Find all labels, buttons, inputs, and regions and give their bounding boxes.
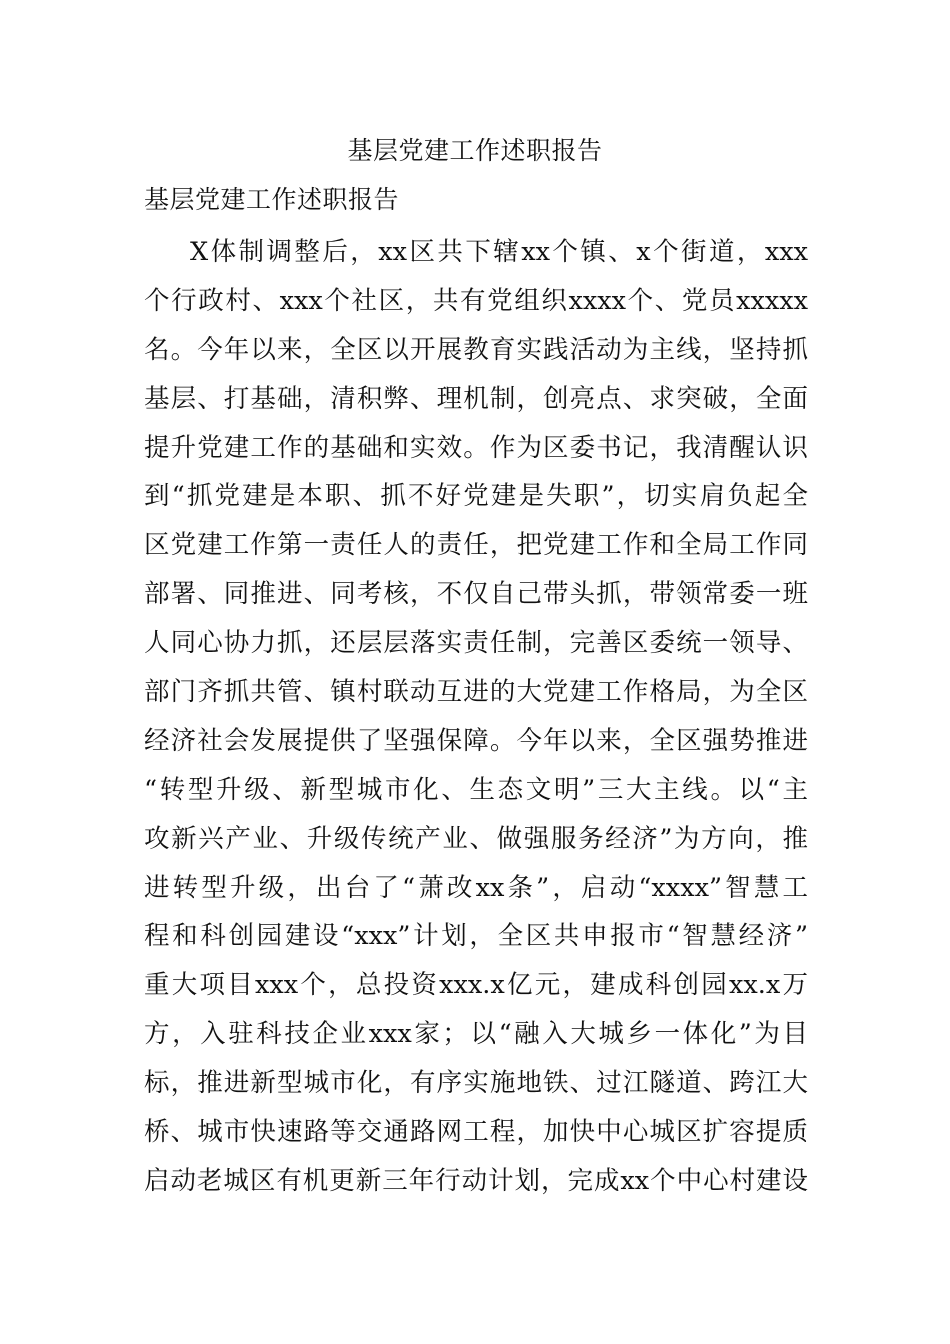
body-line: 进转型升级，出台了“萧改xx条”，启动“xxxx”智慧工 — [144, 872, 808, 903]
body-line: 提升党建工作的基础和实效。作为区委书记，我清醒认识 — [144, 432, 808, 463]
body-line: 程和科创园建设“xxx”计划，全区共申报市“智慧经济” — [144, 921, 808, 952]
body-line: 名。今年以来，全区以开展教育实践活动为主线，坚持抓 — [144, 334, 808, 365]
body-line: 启动老城区有机更新三年行动计划，完成xx个中心村建设 — [144, 1165, 808, 1196]
body-line: 攻新兴产业、升级传统产业、做强服务经济”为方向，推 — [144, 823, 808, 854]
document-subtitle: 基层党建工作述职报告 — [144, 185, 400, 214]
body-line: 经济社会发展提供了坚强保障。今年以来，全区强势推进 — [144, 725, 808, 756]
body-line: 标，推进新型城市化，有序实施地铁、过江隧道、跨江大 — [144, 1068, 808, 1099]
body-line: 桥、城市快速路等交通路网工程，加快中心城区扩容提质 — [144, 1117, 808, 1148]
body-line: 个行政村、xxx个社区，共有党组织xxxx个、党员xxxxx — [144, 285, 808, 316]
body-line: 区党建工作第一责任人的责任，把党建工作和全局工作同 — [144, 530, 808, 561]
body-line: X体制调整后，xx区共下辖xx个镇、x个街道，xxx — [190, 237, 808, 267]
body-line: 部门齐抓共管、镇村联动互进的大党建工作格局，为全区 — [144, 677, 808, 708]
body-line: 人同心协力抓，还层层落实责任制，完善区委统一领导、 — [144, 628, 808, 659]
body-line: 重大项目xxx个，总投资xxx.x亿元，建成科创园xx.x万 — [144, 970, 808, 1001]
body-line: 部署、同推进、同考核，不仅自己带头抓，带领常委一班 — [144, 579, 808, 610]
body-line: “转型升级、新型城市化、生态文明”三大主线。以“主 — [144, 774, 808, 805]
body-line: 到“抓党建是本职、抓不好党建是失职”，切实肩负起全 — [144, 481, 808, 512]
document-title: 基层党建工作述职报告 — [347, 136, 603, 165]
document-body — [144, 232, 808, 1210]
body-line: 方，入驻科技企业xxx家；以“融入大城乡一体化”为目 — [144, 1019, 808, 1050]
body-line: 基层、打基础，清积弊、理机制，创亮点、求突破，全面 — [144, 383, 808, 414]
